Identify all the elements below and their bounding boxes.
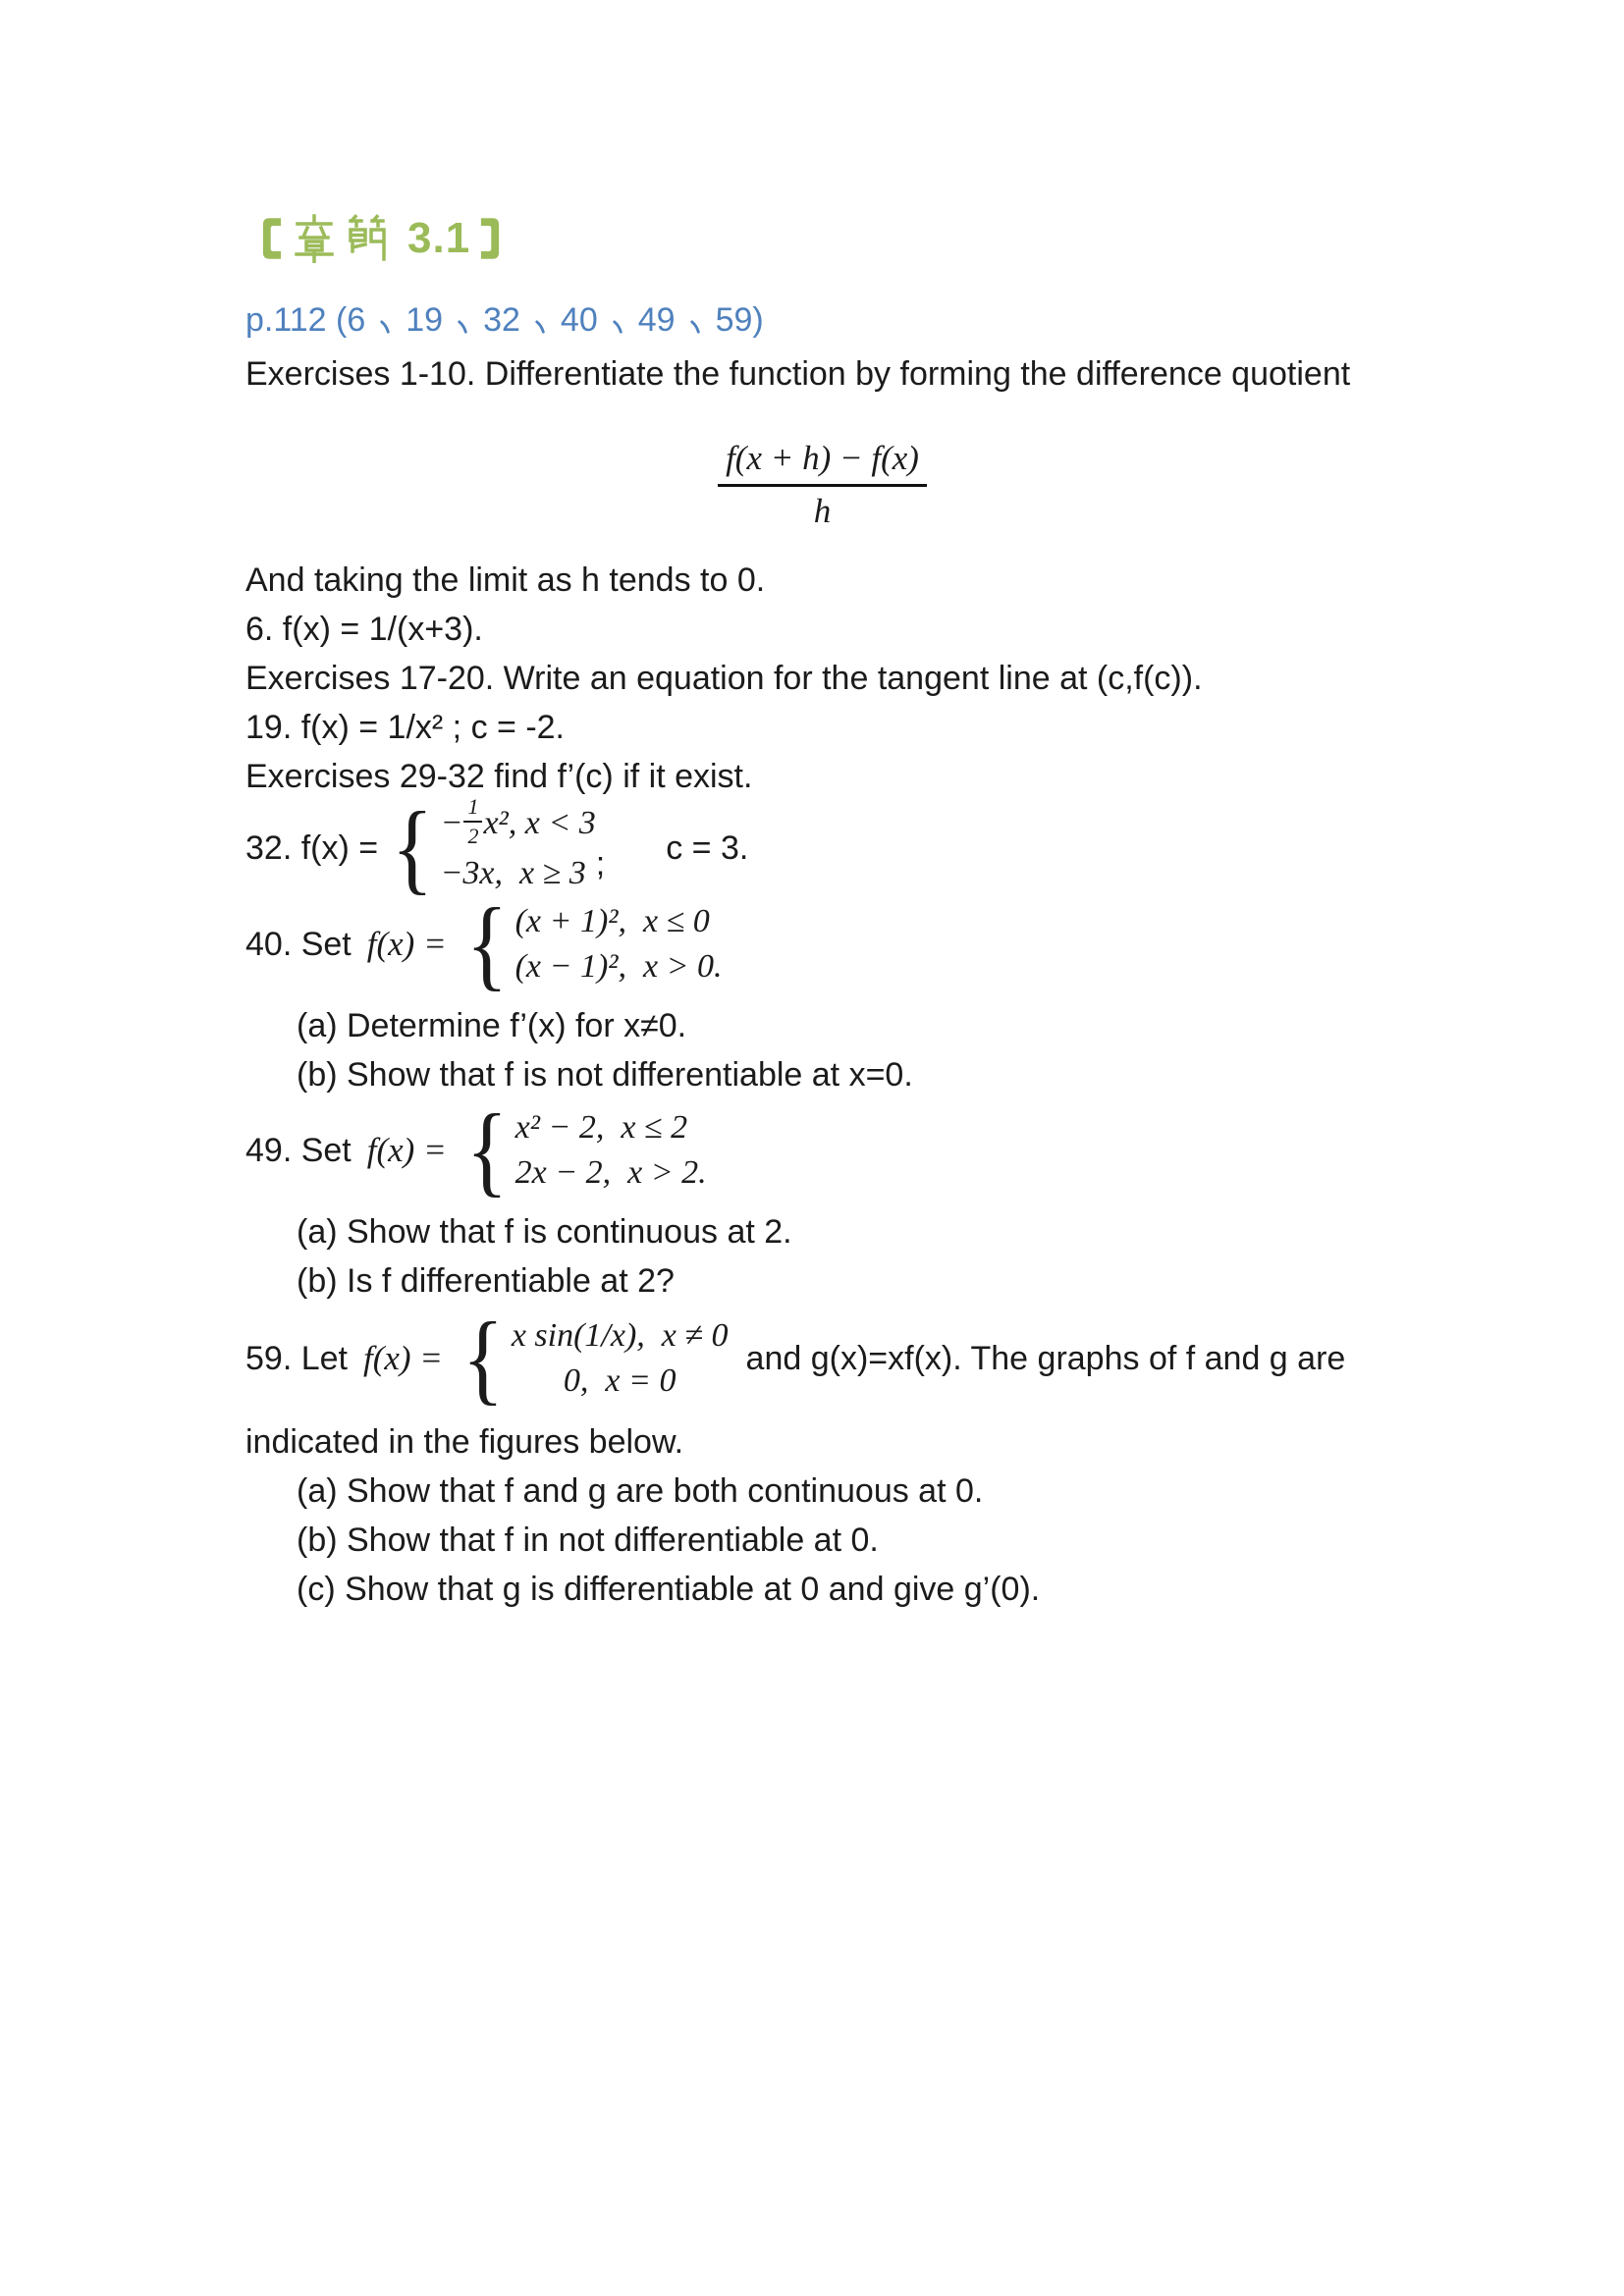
item-49-part-a: (a) Show that f is continuous at 2. [297,1213,792,1251]
item-59-label: 59. Let [245,1339,348,1377]
item-59-continuation: indicated in the figures below. [245,1423,684,1461]
page-title [259,208,1399,269]
ideographic-comma-icon [688,320,703,335]
case-expression: x sin(1/x), x ≠ 0 [511,1317,729,1354]
case-expression: − $\frac{1}{2}$ x², x < 3 [440,794,596,848]
ideographic-comma-icon [378,320,393,335]
exercise-number: 49 [637,301,676,339]
exercise-number: 19 [406,301,444,339]
item-40-fx: f(x) = [366,925,447,963]
item-59-part-b: (b) Show that f in not differentiable at 0. [297,1522,879,1559]
one-half-fraction: $\frac{1}{2}$ [463,796,482,847]
lens-bracket-open-icon [259,211,285,266]
page-reference [245,298,1399,342]
item-59-part-c: (c) Show that g is differentiable at 0 and give g’(0). [297,1571,1041,1608]
ideographic-comma-icon [533,320,548,335]
case-expression: (x − 1)², x > 0. [514,948,723,985]
left-brace: { [465,1094,508,1207]
item-19: 19. f(x) = 1/x² ; c = -2. [245,709,565,746]
difference-quotient-formula [245,438,1399,528]
item-59 [245,1302,1399,1415]
case-expression: x² − 2, x ≤ 2 [514,1109,688,1146]
item-6: 6. f(x) = 1/(x+3). [245,611,483,648]
chapter-number: 3.1 [407,214,471,262]
item-59-fx: f(x) = [362,1339,443,1377]
exercises-1-10-intro: Exercises 1-10. Differentiate the function by forming the difference quotient [245,355,1351,393]
item-59-tail-text: and g(x)=xf(x). The graphs of f and g are [745,1339,1346,1377]
lens-bracket-close-icon [477,211,503,266]
item-32-cases [440,794,596,896]
left-brace: { [391,791,433,905]
case-expression: (x + 1)², x ≤ 0 [514,903,710,939]
ideographic-comma-icon [456,320,470,335]
exercise-number: 40 [560,301,598,339]
item-32-condition: c = 3. [666,828,749,867]
item-40 [245,887,1399,1001]
exercise-number: 32 [483,301,520,339]
item-49-label: 49. Set [245,1131,352,1169]
exercises-17-20-intro: Exercises 17-20. Write an equation for the tangent line at (c,f(c)). [245,660,1203,697]
item-32-label: 32. f(x) = [245,828,388,867]
item-40-label: 40. Set [245,925,352,963]
item-49-fx: f(x) = [366,1131,447,1169]
exercise-number: 59 [715,301,753,339]
cjk-glyph-zhang-icon [290,214,339,263]
case-expression: −3x, x ≥ 3 [440,855,586,891]
limit-note: And taking the limit as h tends to 0. [245,561,766,599]
item-49-cases [515,1105,707,1196]
item-59-cases [512,1313,729,1404]
case-expression: 2x − 2, x > 2. [514,1154,707,1191]
item-40-part-b: (b) Show that f is not differentiable at x=0. [297,1056,913,1094]
semicolon: ; [595,844,606,882]
exercises-29-32-intro: Exercises 29-32 find f’(c) if it exist. [245,758,753,795]
fraction-denominator: h [813,491,832,530]
fraction-numerator: f(x + h) − f(x) [718,439,927,487]
exercise-number: 6 [347,301,366,339]
item-40-cases [515,899,723,989]
item-59-part-a: (a) Show that f and g are both continuous at 0. [297,1472,984,1510]
left-brace: { [465,887,508,1001]
ideographic-comma-icon [611,320,625,335]
page-ref-close: ) [752,301,764,339]
left-brace: { [461,1302,505,1415]
cjk-glyph-jie-icon [344,214,393,263]
document-content [245,208,1399,1614]
item-40-part-a: (a) Determine f’(x) for x≠0. [297,1007,687,1044]
item-49-part-b: (b) Is f differentiable at 2? [297,1262,675,1300]
case-expression: 0, x = 0 [563,1362,677,1399]
item-32 [245,791,1399,905]
page-ref-prefix: p.112 ( [245,301,348,339]
fraction [718,439,927,528]
item-49 [245,1094,1399,1207]
